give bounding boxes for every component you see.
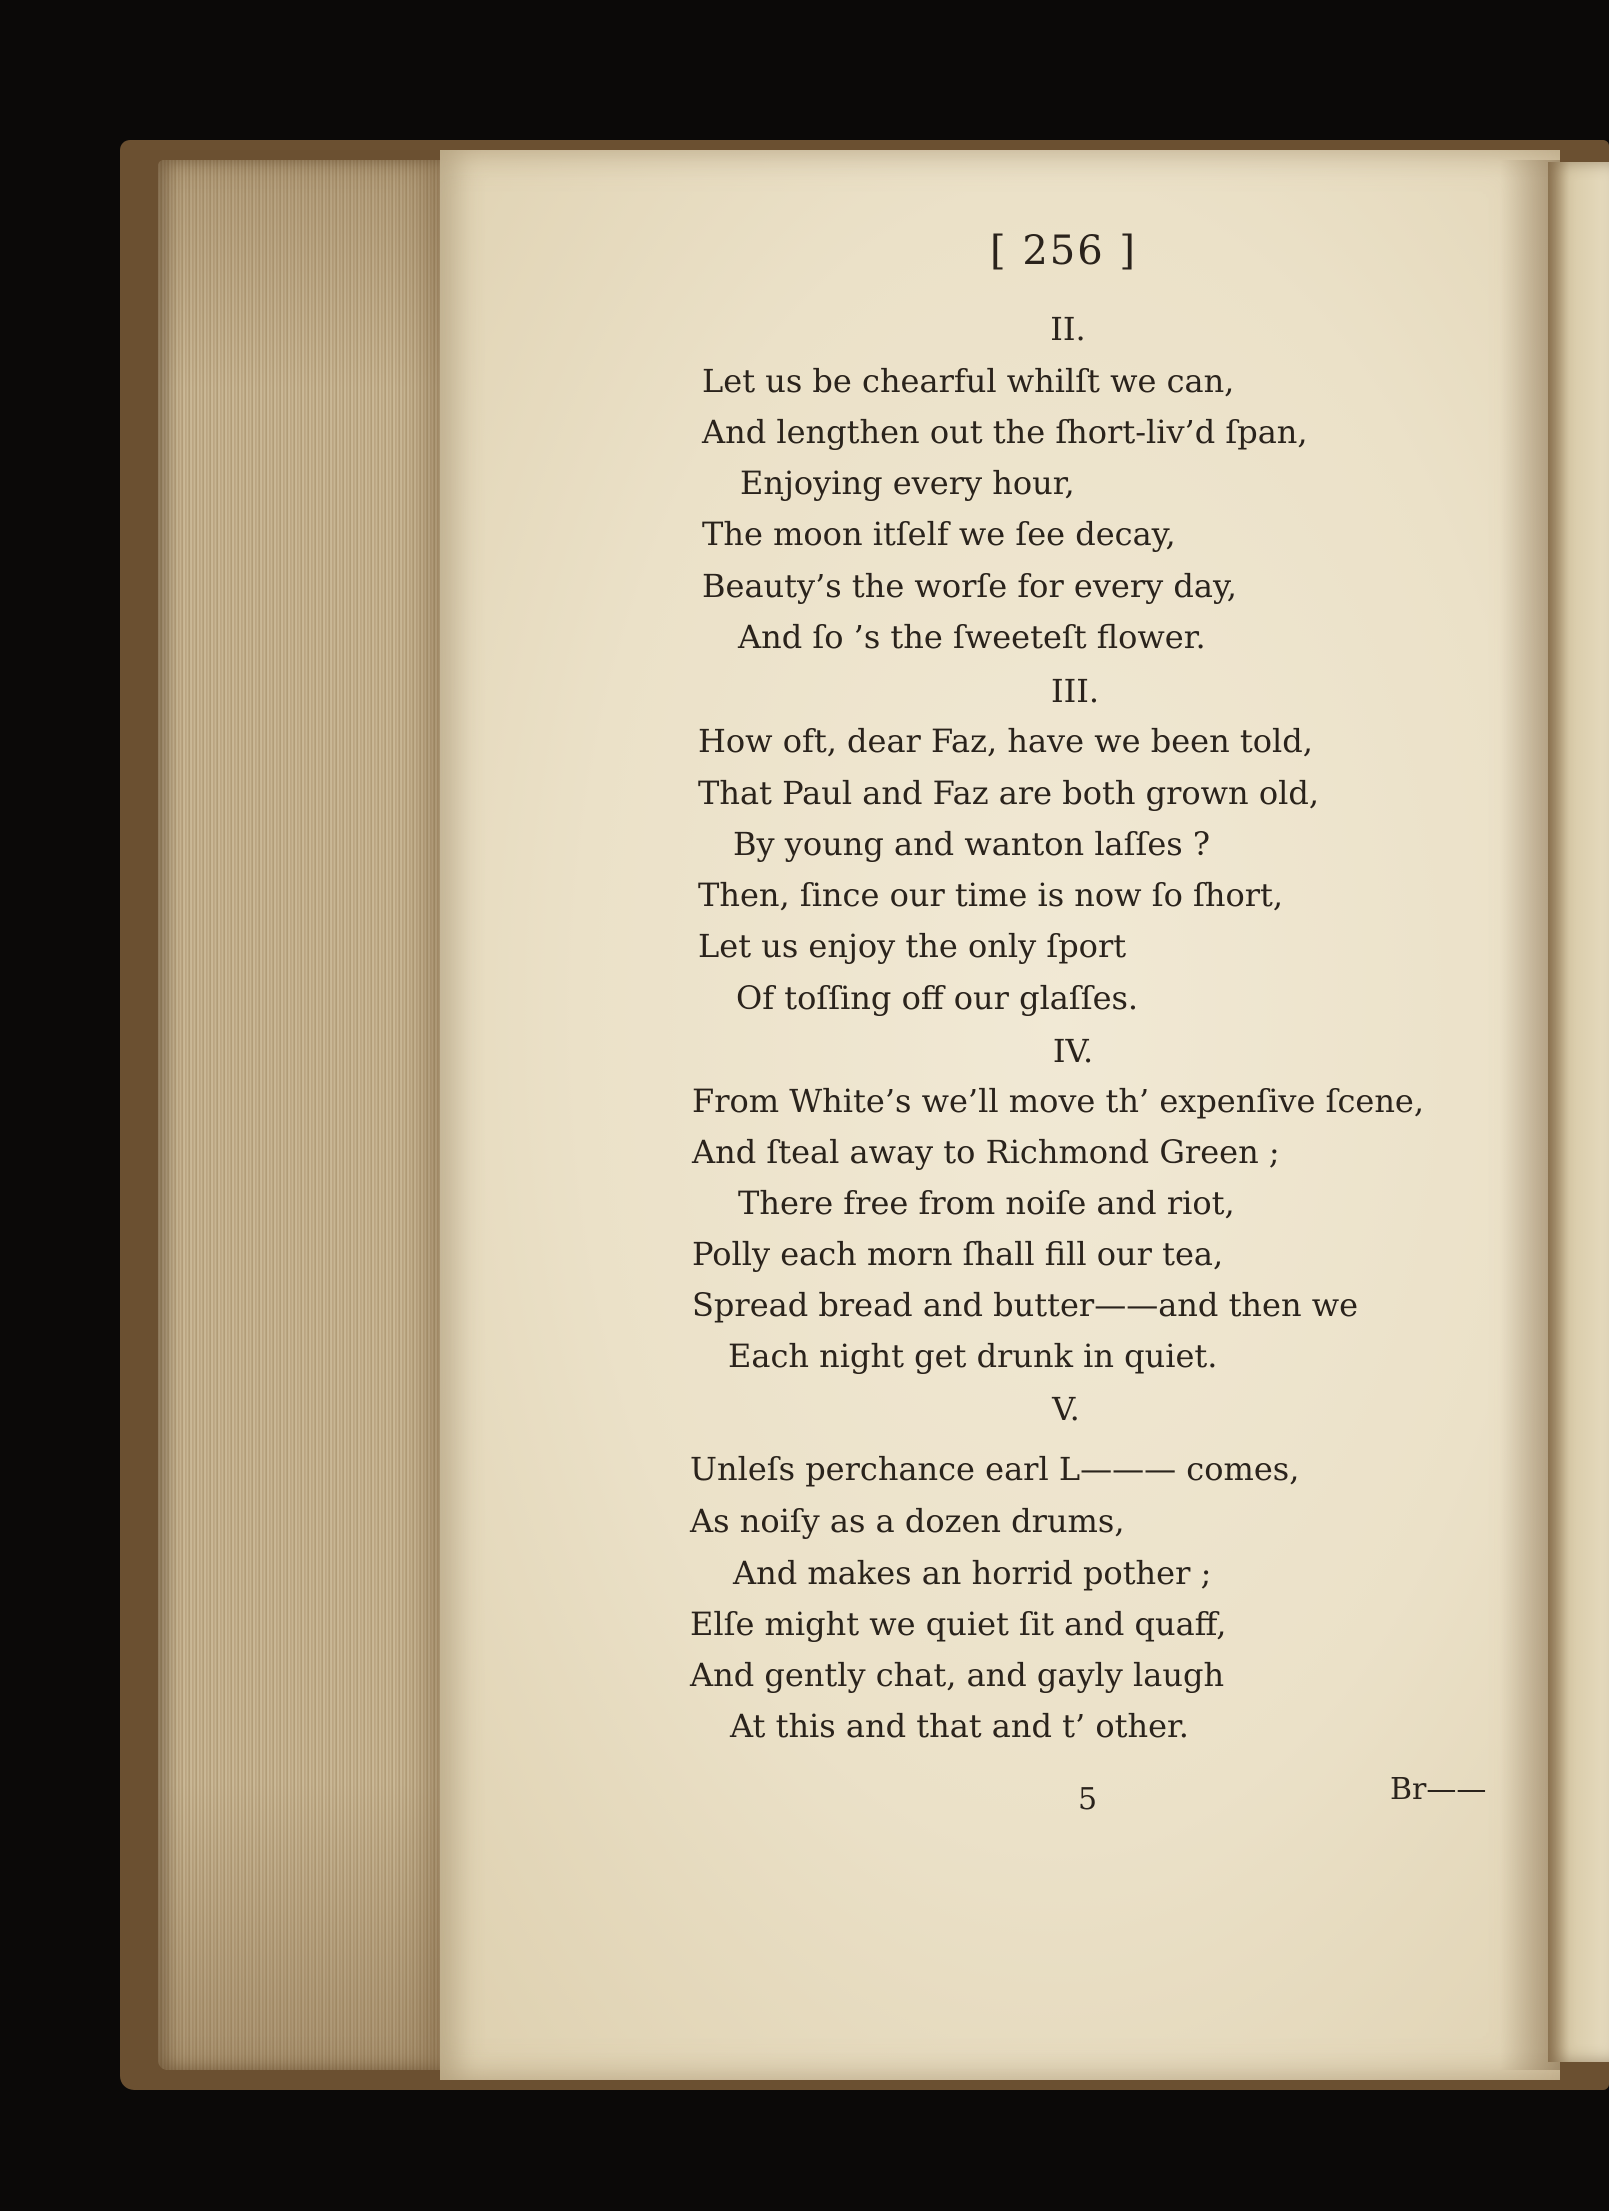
verse-line: How oft, dear Faz, have we been told,	[698, 722, 1313, 760]
verse-line: The moon itſelf we ſee decay,	[702, 515, 1176, 553]
verse-line: As noiſy as a dozen drums,	[690, 1502, 1125, 1540]
verse-line: From White’s we’ll move th’ expenſive ſcene,	[692, 1082, 1425, 1120]
stanza-numeral: IV.	[1052, 1032, 1094, 1070]
catchword: Br——	[1390, 1772, 1487, 1807]
verse-line: And lengthen out the ſhort-liv’d ſpan,	[702, 413, 1308, 451]
verse-line: That Paul and Faz are both grown old,	[698, 774, 1319, 812]
page-header: [ 256 ]	[990, 228, 1137, 274]
verse-line: Polly each morn ſhall fill our tea,	[692, 1235, 1224, 1273]
verse-line: And makes an horrid pother ;	[733, 1554, 1212, 1592]
verse-line: Beauty’s the worſe for every day,	[702, 567, 1237, 605]
verse-line: At this and that and t’ other.	[730, 1707, 1189, 1745]
verse-line: Enjoying every hour,	[740, 464, 1075, 502]
stanza-numeral: II.	[1050, 310, 1086, 348]
verse-line: And gently chat, and gayly laugh	[690, 1656, 1225, 1694]
verse-line: Spread bread and butter——and then we	[692, 1286, 1359, 1324]
stanza-numeral: V.	[1052, 1390, 1080, 1428]
verse-line: Let us be chearful whilſt we can,	[702, 362, 1235, 400]
verse-line: Of toſſing off our glaſſes.	[736, 979, 1139, 1017]
verse-line: And ſo ’s the ſweeteſt flower.	[738, 618, 1206, 656]
verse-line: By young and wanton laſſes ?	[733, 825, 1210, 863]
verse-line: Let us enjoy the only ſport	[698, 927, 1127, 965]
verse-line: Then, ſince our time is now ſo ſhort,	[698, 876, 1284, 914]
verse-line: Elſe might we quiet ſit and quaff,	[690, 1605, 1227, 1643]
stanza-numeral: III.	[1050, 672, 1100, 710]
verse-line: Each night get drunk in quiet.	[728, 1337, 1218, 1375]
verse-line: Unleſs perchance earl L——— comes,	[690, 1450, 1300, 1488]
signature-mark: 5	[1078, 1782, 1098, 1817]
verse-line: And ſteal away to Richmond Green ;	[692, 1133, 1280, 1171]
verse-line: There free from noiſe and riot,	[738, 1184, 1235, 1222]
